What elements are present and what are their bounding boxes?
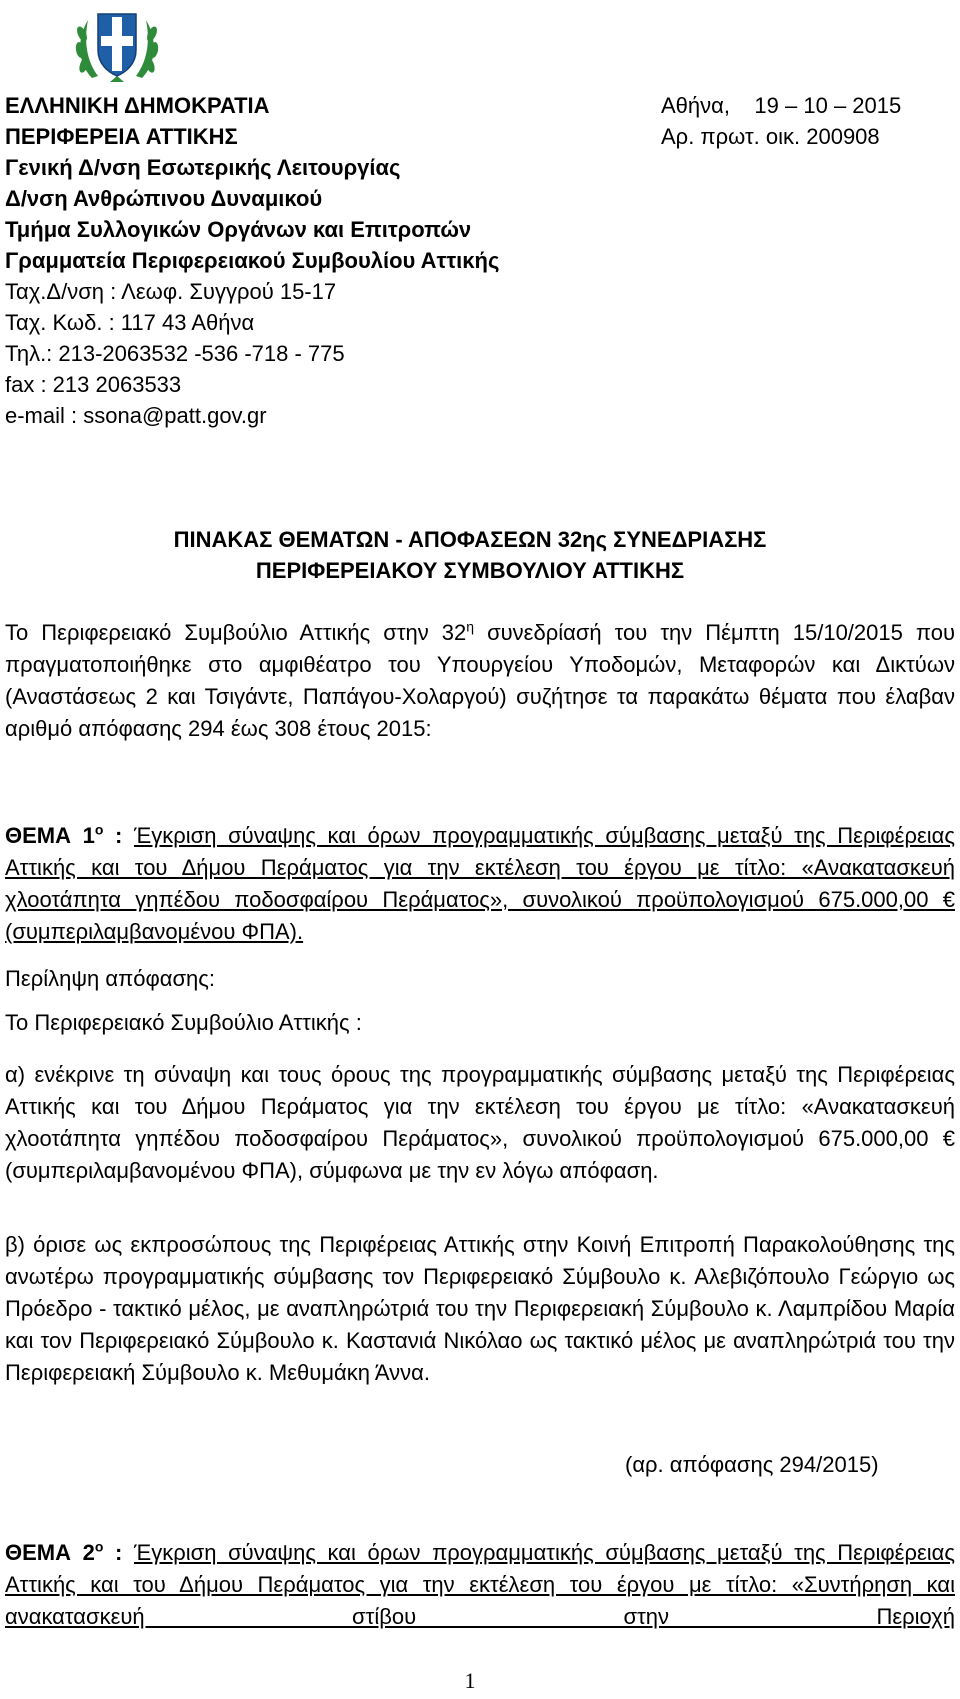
intro-paragraph	[5, 617, 955, 745]
topic-2-subject: Έγκριση σύναψης και όρων προγραμματικής σύμβασης μεταξύ της Περιφέρειας Αττικής και του Δήμου Περάματος για την εκτέλεση του έργου με τίτλο: «Συντήρηση και ανακατασκευή στίβου στην Περιοχή	[5, 1540, 955, 1629]
region-name: ΠΕΡΙΦΕΡΕΙΑ ΑΤΤΙΚΗΣ	[5, 124, 238, 149]
issuer-block	[5, 90, 499, 431]
intro-ordinal-sup: η	[466, 618, 475, 635]
council-line: Το Περιφερειακό Συμβούλιο Αττικής :	[5, 1010, 362, 1035]
document-title	[0, 524, 940, 586]
fax-number: fax : 213 2063533	[5, 372, 182, 397]
general-directorate: Γενική Δ/νση Εσωτερικής Λειτουργίας	[5, 155, 401, 180]
summary-label: Περίληψη απόφασης:	[5, 966, 216, 991]
topic-1-ordinal-sup: ο	[94, 821, 104, 838]
topic-1-heading	[5, 820, 955, 948]
page-number: 1	[464, 1668, 476, 1693]
topic-1-colon: :	[103, 823, 134, 848]
intro-text-start: Το Περιφερειακό Συμβούλιο Αττικής στην 32	[5, 620, 467, 645]
decision-reference: (αρ. απόφασης 294/2015)	[625, 1452, 879, 1477]
phone-numbers: Τηλ.: 213-2063532 -536 -718 - 775	[5, 341, 345, 366]
topic-2-heading	[5, 1537, 955, 1633]
decision-point-a: α) ενέκρινε τη σύναψη και τους όρους της προγραμματικής σύμβασης μεταξύ της Περιφέρειας Αττικής και του Δήμου Περάματος για την εκτέλεση του έργου με τίτλο: «Ανακατασκευή χλοοτάπητα γηπέδου ποδοσφαίρου Περάματος», συνολικού προϋπολογισμού 675.000,00 € (συμπεριλαμβανομένου ΦΠΑ), σύμφωνα με την εν λόγω απόφαση.	[5, 1062, 955, 1183]
postal-address: Ταχ.Δ/νση : Λεωφ. Συγγρού 15-17	[5, 279, 337, 304]
title-line-2: ΠΕΡΙΦΕΡΕΙΑΚΟΥ ΣΥΜΒΟΥΛΙΟΥ ΑΤΤΙΚΗΣ	[255, 558, 685, 583]
document-date: Αθήνα, 19 – 10 – 2015	[661, 93, 902, 118]
greek-coat-of-arms-icon	[70, 4, 164, 86]
protocol-number: Αρ. πρωτ. οικ. 200908	[661, 124, 880, 149]
topic-1-subject: Έγκριση σύναψης και όρων προγραμματικής σύμβασης μεταξύ της Περιφέρειας Αττικής και του Δήμου Περάματος για την εκτέλεση του έργου με τίτλο: «Ανακατασκευή χλοοτάπητα γηπέδου ποδοσφαίρου Περάματος», συνολικού προϋπολογισμού 675.000,00 € (συμπεριλαμβανομένου ΦΠΑ).	[5, 823, 955, 944]
topic-2-label: ΘΕΜΑ 2	[5, 1540, 95, 1565]
postal-code: Ταχ. Κωδ. : 117 43 Αθήνα	[5, 310, 255, 335]
intro-text-rest: συνεδρίασή του την Πέμπτη 15/10/2015 που πραγματοποιήθηκε στο αμφιθέατρο του Υπουργείου Υποδομών, Μεταφορών και Δικτύων (Αναστάσεως 2 και Τσιγάντε, Παπάγου-Χολαργού) συζήτησε τα παρακάτω θέματα που έλαβαν αριθμό απόφασης 294 έως 308 έτους 2015:	[5, 620, 955, 741]
title-line-1: ΠΙΝΑΚΑΣ ΘΕΜΑΤΩΝ - ΑΠΟΦΑΣΕΩΝ 32ης ΣΥΝΕΔΡΙΑΣΗΣ	[173, 527, 767, 552]
topic-1-label: ΘΕΜΑ 1	[5, 823, 95, 848]
topic-2-ordinal-sup: ο	[94, 1538, 104, 1555]
department: Τμήμα Συλλογικών Οργάνων και Επιτροπών	[5, 217, 472, 242]
secretariat: Γραμματεία Περιφερειακού Συμβουλίου Αττικής	[5, 248, 500, 273]
date-protocol-block	[661, 90, 901, 152]
decision-point-b: β) όρισε ως εκπροσώπους της Περιφέρειας Αττικής στην Κοινή Επιτροπή Παρακολούθησης της ανωτέρω προγραμματικής σύμβασης τον Περιφερειακό Σύμβουλο κ. Αλεβιζόπουλο Γεώργιο ως Πρόεδρο - τακτικό μέλος, με αναπληρώτριά του την Περιφερειακή Σύμβουλο κ. Λαμπρίδου Μαρία και τον Περιφερειακό Σύμβουλο κ. Καστανιά Νικόλαο ως τακτικό μέλος με αναπληρώτριά του την Περιφερειακή Σύμβουλο κ. Μεθυμάκη Άννα.	[5, 1232, 955, 1385]
directorate: Δ/νση Ανθρώπινου Δυναμικού	[5, 186, 323, 211]
email-address: e-mail : ssona@patt.gov.gr	[5, 403, 267, 428]
topic-2-colon: :	[103, 1540, 134, 1565]
country-name: ΕΛΛΗΝΙΚΗ ΔΗΜΟΚΡΑΤΙΑ	[5, 93, 270, 118]
